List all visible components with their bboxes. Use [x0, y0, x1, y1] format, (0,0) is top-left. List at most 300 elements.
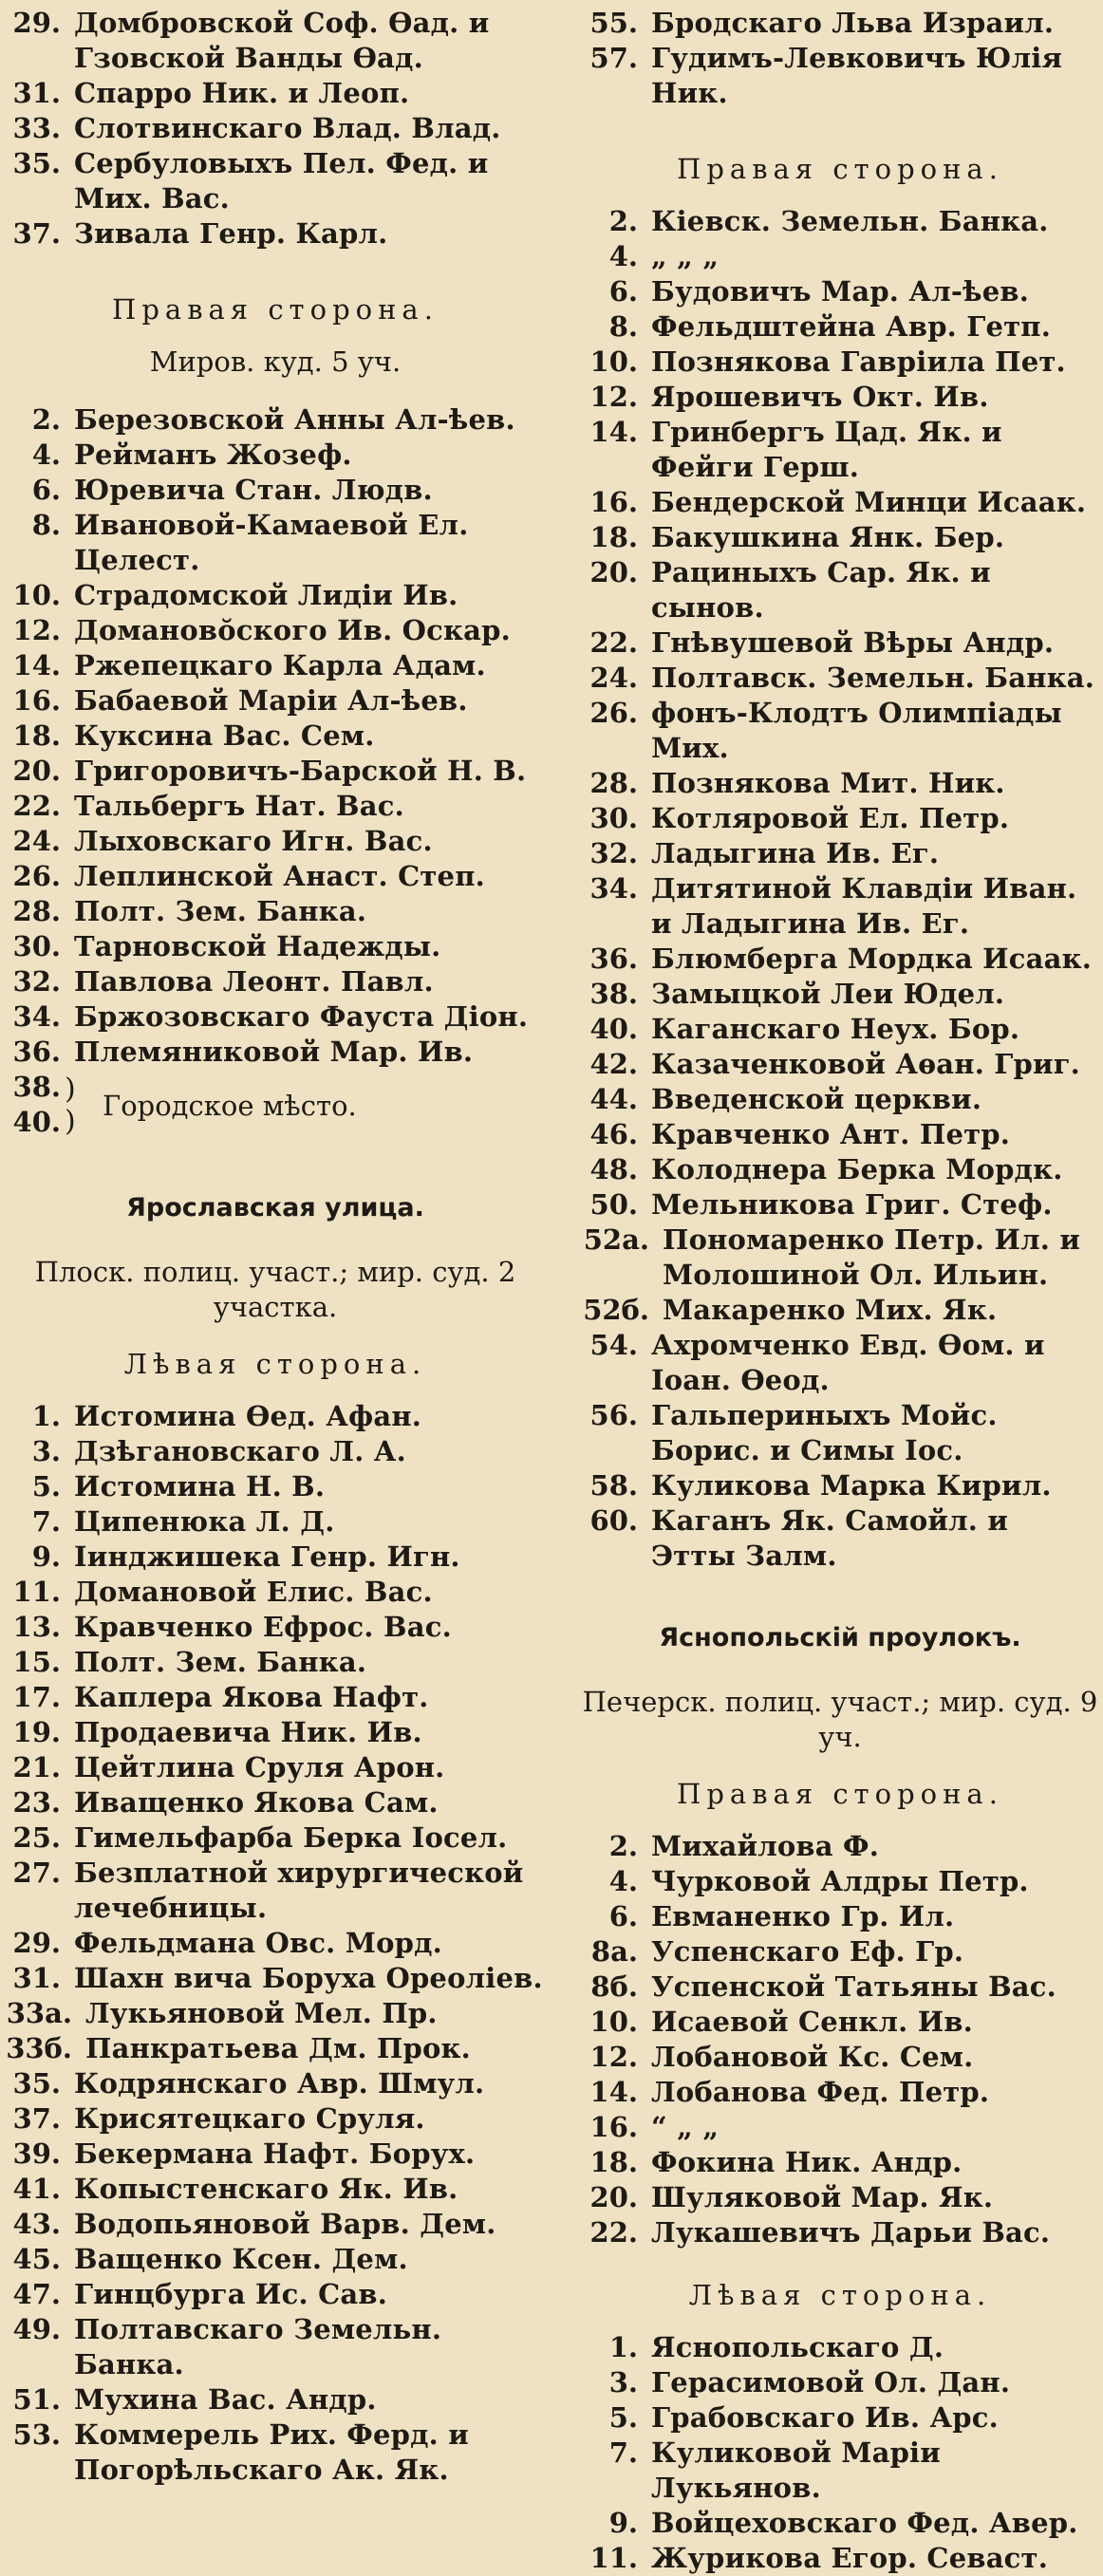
entry-text: Котляровой Ел. Петр.	[651, 802, 1010, 834]
entry-number: 42.	[589, 1048, 638, 1080]
entry-text: Доманово̆ского Ив. Оскар.	[74, 614, 511, 646]
entry-number: 35.	[12, 2067, 61, 2100]
entry-number: 51.	[12, 2383, 61, 2416]
entry-number: 47.	[12, 2278, 61, 2310]
list-item	[4, 1750, 547, 1785]
entry-number: 26.	[589, 697, 638, 729]
entry-text: Панкратьева Дм. Прок.	[85, 2032, 471, 2064]
entry-text: Герасимовой Ол. Дан.	[651, 2366, 1011, 2399]
list-item	[4, 1469, 547, 1504]
entry-number: 2.	[608, 1830, 638, 1862]
list-item	[581, 274, 1099, 309]
list-item	[581, 696, 1099, 766]
entry-text: Чурковой Алдры Петр.	[651, 1865, 1029, 1897]
entry-number: 33б.	[6, 2032, 72, 2064]
list-item	[581, 485, 1099, 520]
entry-text: Куксина Вас. Сем.	[74, 719, 375, 752]
entry-text: Тальбергъ Нат. Вас.	[74, 790, 404, 822]
entry-number: 4.	[608, 1865, 638, 1897]
entry-text: Успенскаго Еф. Гр.	[651, 1935, 964, 1968]
entry-text: Исаевой Сенкл. Ив.	[651, 2006, 973, 2038]
list-item	[581, 1468, 1099, 1503]
entry-number: 39.	[12, 2137, 61, 2170]
entry-text: Сербуловыхъ Пел. Фед. и Мих. Вас.	[74, 147, 489, 215]
entry-number: 3.	[608, 2366, 638, 2399]
list-item	[4, 1434, 547, 1469]
right-right-side-list	[581, 204, 1099, 1574]
list-item	[581, 41, 1099, 111]
entry-text: Мухина Вас. Андр.	[74, 2383, 377, 2416]
entry-text: Лукашевичъ Дарьи Вас.	[651, 2216, 1051, 2249]
list-item	[581, 1152, 1099, 1187]
entry-number: 6.	[608, 275, 638, 308]
entry-number: 40.	[589, 1013, 638, 1045]
entry-text: Евманенко Гр. Ил.	[651, 1900, 955, 1932]
list-item	[581, 2005, 1099, 2040]
entry-number: 13.	[12, 1611, 61, 1643]
entry-number: 24.	[589, 662, 638, 694]
entry-text: Грабовскаго Ив. Арс.	[651, 2401, 999, 2434]
entry-number: 26.	[12, 860, 61, 892]
entry-number: 19.	[12, 1716, 61, 1748]
entry-text: Гимельфарба Берка Іосел.	[74, 1821, 508, 1854]
list-item	[581, 2180, 1099, 2215]
entry-text: Юревича Стан. Людв.	[74, 474, 433, 506]
entry-number: 38.	[589, 978, 638, 1010]
entry-text: Лыховскаго Игн. Вас.	[74, 825, 433, 857]
list-item	[4, 964, 547, 999]
list-item	[581, 415, 1099, 485]
entry-text: Бакушкина Янк. Бер.	[651, 521, 1005, 553]
entry-text: Макаренко Мих. Як.	[663, 1294, 998, 1326]
list-item	[581, 2365, 1099, 2400]
list-item	[4, 2101, 547, 2137]
entry-text: Бабаевой Маріи Ал-ѣев.	[74, 684, 468, 717]
entry-text: Яснопольскаго Д.	[651, 2331, 944, 2363]
entry-number: 34.	[589, 872, 638, 905]
entry-number: 25.	[12, 1821, 61, 1854]
entry-number: 58.	[589, 1469, 638, 1502]
list-item	[581, 2215, 1099, 2250]
entry-number: 50.	[589, 1188, 638, 1221]
list-item	[581, 1012, 1099, 1047]
entry-text: Павлова Леонт. Павл.	[74, 965, 434, 998]
entry-text: Дзѣгановскаго Л. А.	[74, 1435, 406, 1467]
list-item	[4, 648, 547, 683]
entry-text: Блюмберга Мордка Исаак.	[651, 943, 1093, 975]
street-heading: Ярославская улица.	[126, 1193, 424, 1223]
list-item	[581, 1328, 1099, 1398]
list-item	[4, 2137, 547, 2172]
entry-text: Бекермана Нафт. Борух.	[74, 2137, 476, 2170]
entry-number: 14.	[12, 649, 61, 681]
list-item	[581, 1223, 1099, 1293]
entry-number: 20.	[589, 556, 638, 588]
list-item	[4, 1504, 547, 1540]
list-item	[581, 2330, 1099, 2365]
entry-text: Гудимъ-Левковичъ Юлія Ник.	[651, 42, 1063, 109]
entry-number: 2.	[608, 205, 638, 237]
entry-text: „ „ „	[651, 240, 720, 272]
street3-left-list	[581, 2330, 1099, 2576]
section-title-right-side: Правая сторона.	[677, 1778, 1003, 1810]
entry-text: Фокина Ник. Андр.	[651, 2146, 963, 2178]
entry-text: Коммерель Рих. Ферд. и Погорѣльскаго Ак. Як.	[74, 2418, 469, 2486]
entry-text: Ржепецкаго Карла Адам.	[74, 649, 486, 681]
entry-number: 10.	[12, 579, 61, 611]
entry-number: 28.	[589, 767, 638, 799]
entry-number: 52б.	[583, 1294, 649, 1326]
list-item	[4, 2207, 547, 2242]
entry-number: 10.	[589, 2006, 638, 2038]
list-item	[4, 1856, 547, 1926]
entry-text: Ивановой-Камаевой Ел. Целест.	[74, 509, 469, 576]
section-title-right-side: Правая сторона.	[112, 293, 439, 326]
entry-number: 16.	[589, 2111, 638, 2143]
list-item	[581, 239, 1099, 274]
entry-number: 40.	[12, 1106, 61, 1138]
entry-text: Спарро Ник. и Леоп.	[74, 77, 410, 109]
entry-number: 43.	[12, 2208, 61, 2240]
list-item	[4, 508, 547, 578]
entry-text: Фельдмана Овс. Морд.	[74, 1927, 442, 1959]
list-item	[4, 929, 547, 964]
entry-number: 5.	[31, 1470, 61, 1503]
entry-number: 8а.	[590, 1935, 638, 1968]
entry-text: Городское мѣсто.	[103, 1090, 357, 1122]
entry-number: 46.	[589, 1118, 638, 1150]
entry-number: 37.	[12, 2102, 61, 2135]
street-subtitle: Печерск. полиц. участ.; мир. суд. 9 уч.	[582, 1686, 1098, 1753]
entry-text: Бржозовскаго Фауста Діон.	[74, 1000, 529, 1033]
entry-number: 18.	[12, 719, 61, 752]
list-item	[4, 76, 547, 111]
entry-number: 29.	[12, 1927, 61, 1959]
entry-text: Куликова Марка Кирил.	[651, 1469, 1052, 1502]
entry-number: 28.	[12, 895, 61, 927]
list-item	[581, 1047, 1099, 1082]
entry-text: Мельникова Григ. Стеф.	[651, 1188, 1053, 1221]
list-item	[4, 473, 547, 508]
entry-number: 44.	[589, 1083, 638, 1115]
list-item	[4, 1540, 547, 1575]
list-item	[4, 999, 547, 1035]
list-item	[581, 625, 1099, 661]
entry-text: Истомина Н. В.	[74, 1470, 326, 1503]
entry-text: Ахромченко Евд. Өом. и Іоан. Өеод.	[651, 1329, 1045, 1396]
street-subtitle: Плоск. полиц. участ.; мир. суд. 2 участка.	[34, 1256, 516, 1323]
list-item	[581, 309, 1099, 345]
entry-text: Войцеховскаго Фед. Авер.	[651, 2507, 1078, 2539]
entry-number: 34.	[12, 1000, 61, 1033]
entry-text: Березовской Анны Ал-ѣев.	[74, 403, 515, 436]
list-item	[4, 894, 547, 929]
entry-number: 49.	[12, 2313, 61, 2345]
section-title-right-side: Правая сторона.	[677, 153, 1003, 185]
entry-text: Гнѣвушевой Вѣры Андр.	[651, 626, 1055, 659]
entry-text: Успенской Татьяны Вас.	[651, 1970, 1056, 2003]
list-item	[581, 520, 1099, 555]
entry-number: 33а.	[6, 1997, 72, 2029]
list-item	[581, 6, 1099, 41]
entry-text: Ципенюка Л. Д.	[74, 1505, 335, 1538]
entry-number: 12.	[589, 2041, 638, 2073]
list-item	[581, 1864, 1099, 1899]
entry-text: Ващенко Ксен. Дем.	[74, 2243, 408, 2275]
list-item	[581, 2145, 1099, 2180]
list-item	[581, 1293, 1099, 1328]
entry-number: 11.	[12, 1576, 61, 1608]
entry-number: 5.	[608, 2401, 638, 2434]
entry-number: 20.	[589, 2181, 638, 2213]
list-item	[4, 1996, 547, 2031]
street-heading: Яснопольскій проулокъ.	[659, 1623, 1021, 1652]
entry-text: Журикова Егор. Севаст.	[651, 2542, 1049, 2574]
list-item	[4, 2382, 547, 2417]
entry-number: 15.	[12, 1646, 61, 1678]
list-item	[4, 111, 547, 146]
list-item	[4, 6, 547, 76]
entry-number: 9.	[608, 2507, 638, 2539]
entry-text: Лобанова Фед. Петр.	[651, 2076, 990, 2108]
entry-text: Безплатной хирургической лечебницы.	[74, 1857, 524, 1924]
entry-text: Рациныхъ Сар. Як. и сынов.	[651, 556, 991, 624]
entry-number: 6.	[608, 1900, 638, 1932]
street3-right-list	[581, 1829, 1099, 2250]
entry-text: Копыстенскаго Як. Ив.	[74, 2173, 458, 2205]
list-item	[581, 204, 1099, 239]
entry-text: Полтавскаго Земельн. Банка.	[74, 2313, 442, 2380]
entry-number: 10.	[589, 345, 638, 378]
entry-number: 17.	[12, 1681, 61, 1713]
entry-text: Племяниковой Мар. Ив.	[74, 1036, 474, 1068]
entry-number: 18.	[589, 521, 638, 553]
entry-number: 48.	[589, 1153, 638, 1185]
entry-number: 1.	[608, 2331, 638, 2363]
entry-text: Страдомской Лидіи Ив.	[74, 579, 458, 611]
entry-text: Колоднера Берка Мордк.	[651, 1153, 1063, 1185]
list-item	[4, 824, 547, 859]
list-item	[581, 1187, 1099, 1223]
list-item	[581, 1082, 1099, 1117]
entry-number: 36.	[589, 943, 638, 975]
entry-text: Слотвинскаго Влад. Влад.	[74, 112, 501, 144]
list-item	[581, 942, 1099, 977]
list-item	[581, 1398, 1099, 1468]
right-top-list	[581, 6, 1099, 111]
entry-number: 14.	[589, 416, 638, 448]
entry-number: 9.	[31, 1540, 61, 1573]
list-item	[581, 836, 1099, 871]
list-item	[581, 2436, 1099, 2506]
entry-text: Крисятецкаго Сруля.	[74, 2102, 425, 2135]
entry-number: 45.	[12, 2243, 61, 2275]
entry-number: 53.	[12, 2418, 61, 2451]
list-item	[4, 1035, 547, 1070]
list-item	[4, 1785, 547, 1820]
entry-text: Зивала Генр. Карл.	[74, 217, 388, 250]
section-title-left-side: Лѣвая сторона.	[123, 1348, 427, 1380]
brace-icon: ) )	[65, 1073, 76, 1138]
entry-text: Ярошевичъ Окт. Ив.	[651, 381, 989, 413]
entry-text: Иващенко Якова Сам.	[74, 1786, 439, 1819]
list-item	[581, 1503, 1099, 1574]
entry-number: 22.	[12, 790, 61, 822]
entry-number: 21.	[12, 1751, 61, 1783]
list-item	[581, 766, 1099, 801]
entry-text: Григоровичъ-Барской Н. В.	[74, 755, 527, 787]
entry-text: Познякова Мит. Ник.	[651, 767, 1005, 799]
entry-text: Тарновской Надежды.	[74, 930, 441, 962]
entry-text: Гринбергъ Цад. Як. и Фейги Герш.	[651, 416, 1002, 483]
entry-text: Іинджишека Генр. Игн.	[74, 1540, 460, 1573]
entry-number: 4.	[608, 240, 638, 272]
street2-left-list	[4, 1399, 547, 2488]
list-item	[4, 754, 547, 789]
entry-text: Кіевск. Земельн. Банка.	[651, 205, 1049, 237]
entry-text: Бродскаго Льва Израил.	[651, 7, 1055, 39]
entry-number: 60.	[589, 1504, 638, 1537]
entry-number: 7.	[608, 2436, 638, 2469]
entry-number: 12.	[12, 614, 61, 646]
list-item	[4, 402, 547, 438]
list-item	[4, 1645, 547, 1680]
list-item	[4, 1715, 547, 1750]
entry-text: Кравченко Ант. Петр.	[651, 1118, 1011, 1150]
entry-number: 24.	[12, 825, 61, 857]
list-item	[4, 719, 547, 754]
entry-text: Замыцкой Леи Юдел.	[651, 978, 1005, 1010]
entry-text: Каганъ Як. Самойл. и Этты Залм.	[651, 1504, 1009, 1572]
list-item	[581, 2400, 1099, 2436]
entry-number: 54.	[589, 1329, 638, 1361]
list-item	[581, 345, 1099, 380]
entry-number: 33.	[12, 112, 61, 144]
list-item	[4, 859, 547, 894]
list-item	[4, 216, 547, 252]
entry-text: Шахн вича Боруха Ореоліев.	[74, 1962, 543, 1994]
entry-text: Пономаренко Петр. Ил. и Молошиной Ол. Ильин.	[663, 1223, 1081, 1291]
entry-number: 52а.	[583, 1223, 649, 1256]
list-item	[4, 1926, 547, 1961]
entry-text: Казаченковой Аѳан. Григ.	[651, 1048, 1080, 1080]
entry-text: Продаевича Ник. Ив.	[74, 1716, 422, 1748]
entry-number: 8б.	[590, 1970, 638, 2003]
entry-text: фонъ-Клодтъ Олимпіады Мих.	[651, 697, 1062, 764]
list-item	[581, 2110, 1099, 2145]
list-item	[581, 555, 1099, 625]
entry-text: Каганскаго Неух. Бор.	[651, 1013, 1020, 1045]
list-item	[4, 2066, 547, 2101]
entry-number: 23.	[12, 1786, 61, 1819]
left-top-list	[4, 6, 547, 252]
entry-number: 35.	[12, 147, 61, 179]
list-item	[581, 801, 1099, 836]
entry-number: 37.	[12, 217, 61, 250]
entry-number: 16.	[12, 684, 61, 717]
list-item	[4, 2277, 547, 2312]
entry-number: 2.	[31, 403, 61, 436]
entry-number: 3.	[31, 1435, 61, 1467]
entry-number: 55.	[589, 7, 638, 39]
section-subtitle: Миров. куд. 5 уч.	[149, 345, 402, 378]
entry-text: Рейманъ Жозеф.	[74, 439, 352, 471]
entry-text: Познякова Гавріила Пет.	[651, 345, 1066, 378]
entry-number: 16.	[589, 486, 638, 518]
entry-number: 6.	[31, 474, 61, 506]
list-item	[4, 1961, 547, 1996]
list-item	[4, 613, 547, 648]
entry-number: 31.	[12, 1962, 61, 1994]
list-item	[581, 977, 1099, 1012]
entry-text: Истомина Өед. Афан.	[74, 1400, 422, 1432]
entry-number: 7.	[31, 1505, 61, 1538]
entry-text: Куликовой Маріи Лукьянов.	[651, 2436, 941, 2504]
left-column	[4, 6, 547, 2488]
list-item	[4, 2242, 547, 2277]
list-item	[581, 1117, 1099, 1152]
list-item	[4, 1399, 547, 1434]
entry-text: Будовичъ Мар. Ал-ѣев.	[651, 275, 1029, 308]
entry-text: Лукьяновой Мел. Пр.	[85, 1997, 438, 2029]
entry-number: 30.	[12, 930, 61, 962]
entry-number: 32.	[12, 965, 61, 998]
list-item	[4, 578, 547, 613]
entry-number: 14.	[589, 2076, 638, 2108]
list-item	[4, 2031, 547, 2066]
list-item	[581, 2075, 1099, 2110]
entry-number: 27.	[12, 1857, 61, 1889]
list-item	[581, 2541, 1099, 2576]
entry-number: 8.	[608, 310, 638, 343]
section-title-left-side: Лѣвая сторона.	[688, 2279, 992, 2311]
entry-text: Леплинской Анаст. Степ.	[74, 860, 485, 892]
list-item	[581, 1899, 1099, 1934]
entry-text: Введенской церкви.	[651, 1083, 982, 1115]
entry-number: 18.	[589, 2146, 638, 2178]
entry-number: 30.	[589, 802, 638, 834]
entry-number: 22.	[589, 2216, 638, 2249]
list-item	[4, 789, 547, 824]
entry-number: 1.	[31, 1400, 61, 1432]
entry-number: 29.	[12, 7, 61, 39]
entry-text: Гинцбурга Ис. Сав.	[74, 2278, 387, 2310]
entry-number: 12.	[589, 381, 638, 413]
entry-number: 11.	[589, 2542, 638, 2574]
list-item	[581, 1829, 1099, 1864]
entry-text: Цейтлина Сруля Арон.	[74, 1751, 445, 1783]
list-item	[581, 871, 1099, 942]
entry-number: 56.	[589, 1399, 638, 1431]
entry-text: Ладыгина Ив. Ег.	[651, 837, 940, 869]
list-item	[4, 1610, 547, 1645]
entry-number: 20.	[12, 755, 61, 787]
entry-text: Михайлова Ф.	[651, 1830, 880, 1862]
entry-text: Домановой Елис. Вас.	[74, 1576, 433, 1608]
list-item	[4, 1680, 547, 1715]
list-item-bracket	[4, 1070, 547, 1144]
list-item	[4, 438, 547, 473]
list-item	[4, 1575, 547, 1610]
list-item	[4, 146, 547, 216]
entry-text: Бендерской Минци Исаак.	[651, 486, 1087, 518]
entry-text: Лобановой Кс. Сем.	[651, 2041, 974, 2073]
entry-text: Гальпериныхъ Мойс. Борис. и Симы Іос.	[651, 1399, 998, 1466]
list-item	[581, 380, 1099, 415]
entry-text: Полт. Зем. Банка.	[74, 1646, 367, 1678]
entry-text: Водопьяновой Варв. Дем.	[74, 2208, 496, 2240]
entry-text: Шуляковой Мар. Як.	[651, 2181, 994, 2213]
